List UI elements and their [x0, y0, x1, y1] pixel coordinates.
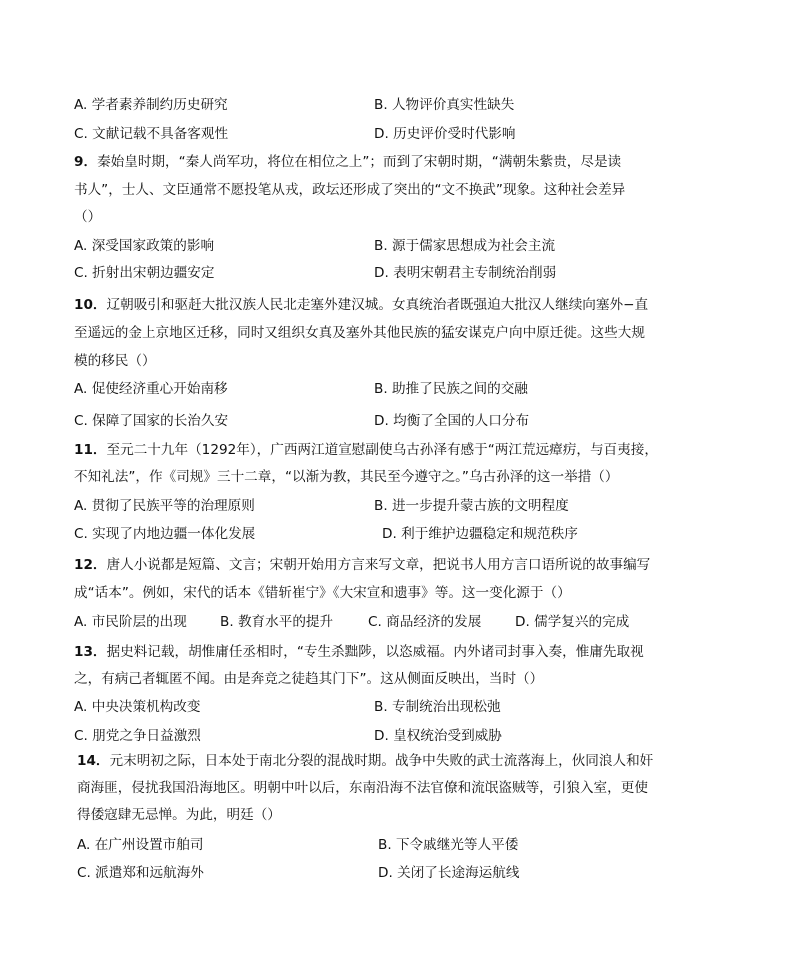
q8-option-d: D. 历史评价受时代影响	[374, 126, 516, 142]
q10-option-d: D. 均衡了全国的人口分布	[374, 413, 530, 429]
q12-option-a: A. 市民阶层的出现	[74, 614, 187, 630]
q10-number: 10．	[74, 297, 107, 313]
q13-option-d: D. 皇权统治受到威胁	[374, 728, 502, 744]
q14-option-a: A. 在广州设置市舶司	[77, 837, 204, 853]
q9-stem-line-3: （）	[74, 209, 102, 225]
q9-option-c: C. 折射出宋朝边疆安定	[74, 265, 215, 281]
q10-stem-line-1	[74, 296, 648, 314]
q8-option-c: C. 文献记载不具备客观性	[74, 126, 229, 142]
q12-option-c: C. 商品经济的发展	[368, 614, 482, 630]
q11-option-d: D. 利于维护边疆稳定和规范秩序	[382, 526, 578, 542]
q9-option-b: B. 源于儒家思想成为社会主流	[374, 238, 556, 254]
q14-stem-line-3: 得倭寇肆无忌惮。为此，明廷（）	[77, 807, 281, 823]
q9-number: 9．	[74, 154, 98, 170]
q12-stem-line-1	[74, 556, 650, 574]
q13-stem-line-2: 之，有病己者辄匿不闻。由是奔竞之徒趋其门下”。这从侧面反映出，当时（）	[74, 671, 544, 687]
q11-stem-line-2: 不知礼法”，作《司规》三十二章，“以渐为教，其民至今遵守之。”乌古孙泽的这一举措（）	[74, 469, 619, 485]
q10-option-c: C. 保障了国家的长治久安	[74, 413, 229, 429]
q10-stem-line-3: 模的移民（）	[74, 353, 156, 369]
q10-stem-line-2: 至遥远的金上京地区迁移，同时又组织女真及塞外其他民族的猛安谋克户向中原迁徙。这些大规	[74, 325, 645, 341]
q12-option-b: B. 教育水平的提升	[220, 614, 334, 630]
q11-text: 至元二十九年（1292年），广西两江道宣慰副使乌古孙泽有感于“两江荒远瘴疠，与百夷接，	[106, 442, 658, 458]
q14-option-d: D. 关闭了长途海运航线	[378, 865, 520, 881]
q8-option-b: B. 人物评价真实性缺失	[374, 97, 515, 113]
q13-option-a: A. 中央决策机构改变	[74, 699, 201, 715]
q11-stem-line-1	[74, 441, 658, 459]
q14-number: 14．	[77, 753, 110, 769]
q10-option-b: B. 助推了民族之间的交融	[374, 381, 528, 397]
q13-stem-line-1	[74, 643, 644, 661]
q8-option-a: A. 学者素养制约历史研究	[74, 97, 228, 113]
q11-option-a: A. 贯彻了民族平等的治理原则	[74, 498, 255, 514]
q13-number: 13．	[74, 644, 107, 660]
q12-stem-line-2: 成“话本”。例如，宋代的话本《错斩崔宁》《大宋宣和遗事》等。这一变化源于（）	[74, 585, 571, 601]
q9-option-a: A. 深受国家政策的影响	[74, 238, 215, 254]
q14-stem-line-1	[77, 752, 653, 770]
q11-option-b: B. 进一步提升蒙古族的文明程度	[374, 498, 569, 514]
q13-text: 据史料记载，胡惟庸任丞相时，“专生杀黜陟，以恣威福。内外诸司封事入奏，惟庸先取视	[106, 644, 644, 660]
q14-stem-line-2: 商海匪，侵扰我国沿海地区。明朝中叶以后，东南沿海不法官僚和流氓盗贼等，引狼入室，更使	[77, 780, 648, 796]
q9-stem-line-2: 书人”，士人、文臣通常不愿投笔从戎，政坛还形成了突出的“文不换武”现象。这种社会差异	[74, 182, 626, 198]
q12-number: 12．	[74, 557, 107, 573]
q14-option-b: B. 下令戚继光等人平倭	[378, 837, 519, 853]
q10-text: 辽朝吸引和驱赶大批汉族人民北走塞外建汉城。女真统治者既强迫大批汉人继续向塞外−直	[106, 297, 649, 313]
q12-option-d: D. 儒学复兴的完成	[515, 614, 630, 630]
q14-option-c: C. 派遣郑和远航海外	[77, 865, 204, 881]
q13-option-c: C. 朋党之争日益激烈	[74, 728, 201, 744]
q10-option-a: A. 促使经济重心开始南移	[74, 381, 228, 397]
q9-stem-line-1	[74, 153, 621, 171]
q11-option-c: C. 实现了内地边疆一体化发展	[74, 526, 256, 542]
q9-option-d: D. 表明宋朝君主专制统治削弱	[374, 265, 557, 281]
q13-option-b: B. 专制统治出现松弛	[374, 699, 501, 715]
q9-text: 秦始皇时期，“秦人尚军功，将位在相位之上”；而到了宋朝时期，“满朝朱紫贵，尽是读	[97, 154, 622, 170]
q14-text: 元末明初之际，日本处于南北分裂的混战时期。战争中失败的武士流落海上，伙同浪人和奸	[109, 753, 654, 769]
q12-text: 唐人小说都是短篇、文言；宋朝开始用方言来写文章，把说书人用方言口语所说的故事编写	[106, 557, 651, 573]
q11-number: 11．	[74, 442, 107, 458]
